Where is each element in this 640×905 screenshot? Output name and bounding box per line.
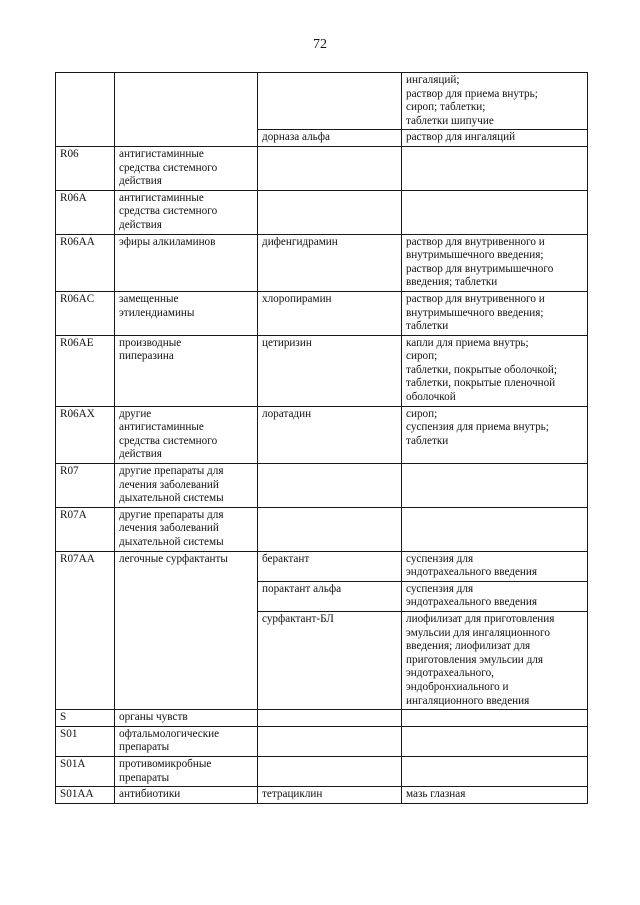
table-row	[56, 551, 588, 581]
group-name-cell-line: средства системного	[119, 434, 218, 447]
atc-code-cell: S01A	[56, 756, 115, 786]
group-name-cell-line: эфиры алкиламинов	[119, 235, 216, 248]
group-name-cell	[115, 551, 258, 710]
group-name-cell-line: антигистаминные	[119, 147, 204, 160]
dosage-form-cell-line: суспензия для	[406, 552, 474, 565]
group-name-cell-line: действия	[119, 175, 162, 188]
dosage-form-cell	[402, 726, 588, 756]
atc-code-cell: R06AC	[56, 291, 115, 335]
page-number: 72	[313, 37, 327, 52]
substance-name-cell-line: хлоропирамин	[262, 292, 332, 305]
dosage-form-cell-line: раствор для внутривенного и	[406, 292, 545, 305]
substance-name-cell	[258, 234, 402, 291]
group-name-cell-line: антигистаминные	[119, 191, 204, 204]
table-row	[56, 335, 588, 406]
group-name-cell-line: лечения заболеваний	[119, 478, 219, 491]
dosage-form-cell-line: оболочкой	[406, 391, 456, 404]
substance-name-cell	[258, 787, 402, 804]
dosage-form-cell-line: таблетки	[406, 434, 449, 447]
dosage-form-cell	[402, 406, 588, 463]
table-row	[56, 507, 588, 551]
group-name-cell-line: офтальмологические	[119, 727, 220, 740]
table-row	[56, 787, 588, 804]
atc-code-cell	[56, 73, 115, 147]
substance-name-cell	[258, 611, 402, 709]
table-row	[56, 464, 588, 508]
dosage-form-cell-line: суспензия для	[406, 582, 474, 595]
dosage-form-cell-line: суспензия для приема внутрь;	[406, 421, 549, 434]
substance-name-cell	[258, 291, 402, 335]
dosage-form-cell-line: введения; таблетки	[406, 276, 498, 289]
atc-code-cell: R07A	[56, 507, 115, 551]
group-name-cell-line: дыхательной системы	[119, 492, 224, 505]
substance-name-cell	[258, 406, 402, 463]
substance-name-cell	[258, 507, 402, 551]
dosage-form-cell-line: раствор для приема внутрь;	[406, 87, 538, 100]
dosage-form-cell-line: эндотрахеального,	[406, 667, 494, 680]
atc-code-cell: R06AA	[56, 234, 115, 291]
table-row	[56, 756, 588, 786]
dosage-form-cell	[402, 73, 588, 130]
group-name-cell-line: средства системного	[119, 161, 218, 174]
dosage-form-cell-line: сироп; таблетки;	[406, 101, 486, 114]
dosage-form-cell	[402, 756, 588, 786]
group-name-cell-line: антигистаминные	[119, 421, 204, 434]
group-name-cell	[115, 756, 258, 786]
table-row	[56, 190, 588, 234]
group-name-cell-line: дыхательной системы	[119, 536, 224, 548]
group-name-cell-line: другие	[119, 407, 152, 420]
table-body	[56, 73, 588, 804]
atc-code-cell: R07AA	[56, 551, 115, 710]
substance-name-cell	[258, 551, 402, 581]
group-name-cell-line: пиперазина	[119, 350, 174, 363]
dosage-form-cell-line: мазь глазная	[406, 788, 466, 801]
group-name-cell-line: легочные сурфактанты	[119, 552, 228, 565]
substance-name-cell	[258, 464, 402, 508]
dosage-form-cell-line: эндотрахеального введения	[406, 566, 538, 579]
substance-name-cell-line: сурфактант-БЛ	[262, 612, 334, 625]
group-name-cell	[115, 406, 258, 463]
dosage-form-cell	[402, 130, 588, 147]
drug-classification-table	[55, 72, 588, 804]
dosage-form-cell	[402, 611, 588, 709]
group-name-cell	[115, 291, 258, 335]
group-name-cell	[115, 710, 258, 727]
atc-code-cell: S01AA	[56, 787, 115, 804]
atc-code-cell: R06AX	[56, 406, 115, 463]
group-name-cell-line: антибиотики	[119, 788, 181, 801]
group-name-cell-line: средства системного	[119, 205, 218, 218]
substance-name-cell-line: дорназа альфа	[262, 131, 330, 144]
group-name-cell-line: этилендиамины	[119, 306, 195, 319]
dosage-form-cell-line: таблетки	[406, 320, 449, 333]
group-name-cell	[115, 234, 258, 291]
substance-name-cell	[258, 146, 402, 190]
dosage-form-cell	[402, 291, 588, 335]
substance-name-cell	[258, 335, 402, 406]
substance-name-cell-line: цетиризин	[262, 336, 312, 349]
group-name-cell-line: противомикробные	[119, 757, 212, 770]
dosage-form-cell-line: сироп;	[406, 350, 438, 363]
substance-name-cell	[258, 190, 402, 234]
dosage-form-cell-line: ингаляционного введения	[406, 694, 530, 707]
table-row	[56, 726, 588, 756]
dosage-form-cell-line: раствор для внутривенного и	[406, 235, 545, 248]
substance-name-cell-line: лоратадин	[262, 407, 312, 420]
dosage-form-cell	[402, 335, 588, 406]
dosage-form-cell-line: раствор для ингаляций	[406, 131, 516, 144]
dosage-form-cell-line: лиофилизат для приготовления	[406, 612, 555, 625]
dosage-form-cell	[402, 581, 588, 611]
substance-name-cell	[258, 130, 402, 147]
dosage-form-cell-line: таблетки, покрытые пленочной	[406, 377, 556, 390]
dosage-form-cell-line: внутримышечного введения;	[406, 306, 544, 319]
table-row	[56, 710, 588, 727]
group-name-cell-line: другие препараты для	[119, 465, 224, 478]
atc-code-cell: R07	[56, 464, 115, 508]
dosage-form-cell-line: таблетки шипучие	[406, 114, 494, 127]
group-name-cell	[115, 787, 258, 804]
dosage-form-cell-line: приготовления эмульсии для	[406, 653, 543, 666]
dosage-form-cell	[402, 787, 588, 804]
dosage-form-cell-line: эндотрахеального введения	[406, 596, 538, 609]
substance-name-cell-line: дифенгидрамин	[262, 235, 338, 248]
table-row	[56, 73, 588, 130]
substance-name-cell-line: порактант альфа	[262, 582, 342, 595]
group-name-cell	[115, 73, 258, 147]
dosage-form-cell-line: капли для приема внутрь;	[406, 336, 529, 349]
dosage-form-cell-line: эндобронхиального и	[406, 680, 509, 693]
dosage-form-cell-line: введения; лиофилизат для	[406, 640, 531, 653]
atc-code-cell: R06A	[56, 190, 115, 234]
group-name-cell-line: лечения заболеваний	[119, 522, 219, 535]
dosage-form-cell	[402, 551, 588, 581]
table-row	[56, 146, 588, 190]
atc-code-cell: R06AE	[56, 335, 115, 406]
dosage-form-cell	[402, 190, 588, 234]
atc-code-cell: S01	[56, 726, 115, 756]
substance-name-cell	[258, 581, 402, 611]
dosage-form-cell	[402, 507, 588, 551]
group-name-cell-line: препараты	[119, 741, 170, 754]
group-name-cell	[115, 190, 258, 234]
group-name-cell	[115, 726, 258, 756]
group-name-cell	[115, 507, 258, 551]
dosage-form-cell-line: таблетки, покрытые оболочкой;	[406, 363, 557, 376]
dosage-form-cell-line: внутримышечного введения;	[406, 249, 544, 262]
substance-name-cell	[258, 726, 402, 756]
group-name-cell	[115, 464, 258, 508]
substance-name-cell	[258, 73, 402, 130]
dosage-form-cell-line: ингаляций;	[406, 74, 460, 86]
substance-name-cell-line: тетрациклин	[262, 788, 323, 801]
table-row	[56, 291, 588, 335]
dosage-form-cell-line: эмульсии для ингаляционного	[406, 626, 550, 639]
dosage-form-cell	[402, 464, 588, 508]
group-name-cell	[115, 335, 258, 406]
substance-name-cell	[258, 710, 402, 727]
substance-name-cell-line: берактант	[262, 552, 310, 565]
atc-code-cell: R06	[56, 146, 115, 190]
atc-code-cell: S	[56, 710, 115, 727]
dosage-form-cell	[402, 710, 588, 727]
group-name-cell-line: производные	[119, 336, 182, 349]
group-name-cell	[115, 146, 258, 190]
group-name-cell-line: действия	[119, 218, 162, 231]
dosage-form-cell	[402, 234, 588, 291]
table-row	[56, 234, 588, 291]
group-name-cell-line: другие препараты для	[119, 508, 224, 521]
substance-name-cell	[258, 756, 402, 786]
group-name-cell-line: действия	[119, 448, 162, 461]
table-row	[56, 406, 588, 463]
group-name-cell-line: органы чувств	[119, 711, 188, 724]
dosage-form-cell-line: раствор для внутримышечного	[406, 262, 554, 275]
group-name-cell-line: препараты	[119, 771, 170, 784]
dosage-form-cell	[402, 146, 588, 190]
dosage-form-cell-line: сироп;	[406, 407, 438, 420]
group-name-cell-line: замещенные	[119, 292, 179, 305]
